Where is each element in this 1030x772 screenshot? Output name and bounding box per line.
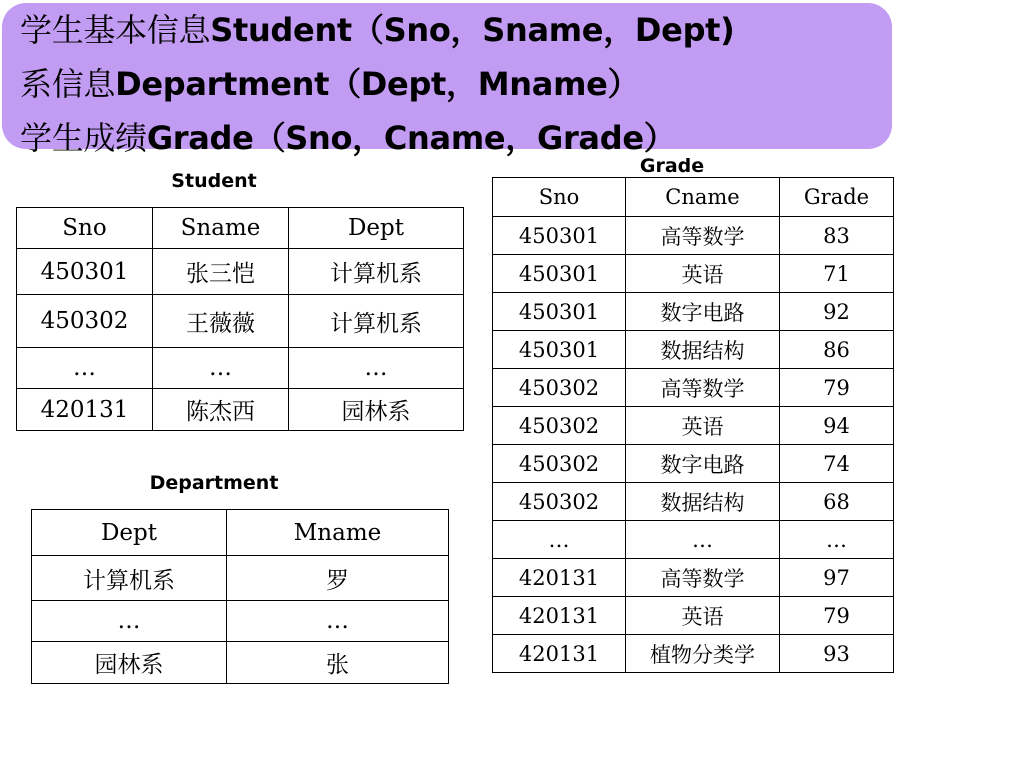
table-row <box>493 407 894 445</box>
schema-line-student <box>20 3 892 57</box>
table-cell: 420131 <box>493 635 626 673</box>
table-cell: 450302 <box>493 407 626 445</box>
schema-line-department-en: Department（Dept，Mname） <box>115 65 640 103</box>
student-header-cell: Dept <box>289 208 464 249</box>
table-row <box>32 556 449 601</box>
grade-header-cell: Sno <box>493 178 626 217</box>
table-cell: 高等数学 <box>626 369 780 407</box>
table-cell: 74 <box>780 445 894 483</box>
table-row <box>493 293 894 331</box>
table-cell: 高等数学 <box>626 217 780 255</box>
schema-line-student-cn: 学生基本信息 <box>20 11 211 49</box>
department-header-row <box>32 510 449 556</box>
table-cell: 450302 <box>17 295 153 348</box>
table-row <box>493 483 894 521</box>
table-cell: 450301 <box>493 217 626 255</box>
table-cell: 陈杰西 <box>153 389 289 431</box>
schema-banner <box>2 3 892 157</box>
grade-header-row <box>493 178 894 217</box>
table-cell: 张 <box>227 642 449 684</box>
table-cell: … <box>493 521 626 559</box>
table-cell: 计算机系 <box>289 249 464 295</box>
table-cell: 450301 <box>493 255 626 293</box>
department-header-cell: Mname <box>227 510 449 556</box>
table-cell: 450301 <box>17 249 153 295</box>
student-header-cell: Sno <box>17 208 153 249</box>
grade-header-cell: Cname <box>626 178 780 217</box>
schema-line-department <box>20 57 892 111</box>
table-cell: … <box>289 348 464 389</box>
table-cell: 高等数学 <box>626 559 780 597</box>
table-row <box>17 295 464 348</box>
table-row <box>32 601 449 642</box>
table-cell: 79 <box>780 597 894 635</box>
table-cell: 计算机系 <box>32 556 227 601</box>
table-cell: … <box>626 521 780 559</box>
table-cell: 数据结构 <box>626 331 780 369</box>
table-cell: 68 <box>780 483 894 521</box>
table-row <box>17 389 464 431</box>
table-row <box>493 445 894 483</box>
table-cell: 数字电路 <box>626 293 780 331</box>
table-cell: 86 <box>780 331 894 369</box>
table-row <box>17 348 464 389</box>
table-cell: 420131 <box>493 559 626 597</box>
table-cell: 79 <box>780 369 894 407</box>
table-cell: … <box>32 601 227 642</box>
schema-line-student-en: Student（Sno，Sname，Dept) <box>210 11 735 49</box>
table-cell: 93 <box>780 635 894 673</box>
table-cell: 英语 <box>626 597 780 635</box>
table-row <box>493 255 894 293</box>
table-row <box>493 331 894 369</box>
schema-line-grade-en: Grade（Sno，Cname，Grade） <box>146 119 676 157</box>
table-row <box>493 217 894 255</box>
table-row <box>17 249 464 295</box>
table-cell: 植物分类学 <box>626 635 780 673</box>
table-cell: 92 <box>780 293 894 331</box>
table-row <box>493 559 894 597</box>
table-cell: 420131 <box>17 389 153 431</box>
grade-header-cell: Grade <box>780 178 894 217</box>
table-cell: 张三恺 <box>153 249 289 295</box>
table-row <box>493 597 894 635</box>
table-cell: 计算机系 <box>289 295 464 348</box>
table-cell: … <box>17 348 153 389</box>
table-cell: 71 <box>780 255 894 293</box>
table-row <box>493 635 894 673</box>
table-cell: 英语 <box>626 255 780 293</box>
table-cell: … <box>780 521 894 559</box>
table-row <box>32 642 449 684</box>
student-header-cell: Sname <box>153 208 289 249</box>
department-table <box>31 509 449 684</box>
student-table <box>16 207 464 431</box>
table-cell: 83 <box>780 217 894 255</box>
table-cell: 园林系 <box>289 389 464 431</box>
table-cell: 园林系 <box>32 642 227 684</box>
table-cell: 450302 <box>493 369 626 407</box>
table-cell: 450301 <box>493 331 626 369</box>
student-header-row <box>17 208 464 249</box>
table-cell: 英语 <box>626 407 780 445</box>
student-caption: Student <box>171 170 257 192</box>
table-row <box>493 521 894 559</box>
table-cell: 450302 <box>493 483 626 521</box>
grade-caption: Grade <box>639 155 705 177</box>
table-cell: 数字电路 <box>626 445 780 483</box>
department-header-cell: Dept <box>32 510 227 556</box>
table-cell: … <box>153 348 289 389</box>
schema-line-department-cn: 系信息 <box>20 65 116 103</box>
table-cell: 420131 <box>493 597 626 635</box>
department-caption: Department <box>149 472 279 494</box>
schema-line-grade-cn: 学生成绩 <box>20 119 147 157</box>
table-cell: 数据结构 <box>626 483 780 521</box>
table-cell: 罗 <box>227 556 449 601</box>
grade-table <box>492 177 894 673</box>
table-cell: 王薇薇 <box>153 295 289 348</box>
table-cell: 94 <box>780 407 894 445</box>
table-row <box>493 369 894 407</box>
table-cell: 450302 <box>493 445 626 483</box>
table-cell: 450301 <box>493 293 626 331</box>
table-cell: … <box>227 601 449 642</box>
table-cell: 97 <box>780 559 894 597</box>
